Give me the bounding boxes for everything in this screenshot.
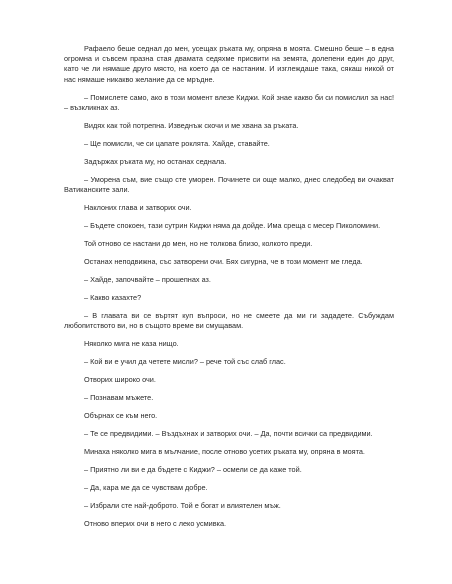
paragraph: – Те се предвидими. – Въздъхнах и затворих очи. – Да, почти всички са предвидими. (84, 429, 373, 439)
paragraph: – Бъдете спокоен, тази сутрин Киджи няма да дойде. Има среща с месер Пиколомини. (84, 221, 381, 231)
paragraph: Няколко мига не каза нищо. (84, 339, 179, 349)
paragraph: Рафаело беше седнал до мен, усещах ръката му, опряна в моята. Смешно беше – в една огромна и съвсем празна стая двамата седяхме присвити на земята, долепени един до друг, като че ли нямаше друго място, на което да се настаним. И изглеждаше така, сякаш никой от нас нямаше никакво желание да се мръдне. (64, 44, 394, 84)
paragraph: – Уморена съм, вие също сте уморен. Починете си още малко, днес следобед ви очакват Ватиканските зали. (64, 174, 394, 195)
paragraph: Отворих широко очи. (84, 375, 156, 385)
paragraph: Задържах ръката му, но останах седнала. (84, 156, 227, 166)
paragraph: – Ще помисли, че си цапате роклята. Хайде, ставайте. (84, 138, 270, 148)
document-page (64, 44, 394, 537)
paragraph: Наклоних глава и затворих очи. (84, 203, 192, 213)
paragraph: Видях как той потрепна. Изведнъж скочи и ме хвана за ръката. (84, 120, 299, 130)
paragraph: Минаха няколко мига в мълчание, после отново усетих ръката му, опряна в моята. (84, 447, 365, 457)
paragraph: – Да, кара ме да се чувствам добре. (84, 483, 208, 493)
paragraph: – Познавам мъжете. (84, 393, 154, 403)
paragraph: – Хайде, започвайте – прошепнах аз. (84, 275, 211, 285)
paragraph: – Приятно ли ви е да бъдете с Киджи? – осмели се да каже той. (84, 465, 302, 475)
paragraph: – Какво казахте? (84, 293, 142, 303)
paragraph: Обърнах се към него. (84, 411, 158, 421)
paragraph: – Избрали сте най-доброто. Той е богат и влиятелен мъж. (84, 501, 281, 511)
paragraph: Той отново се настани до мен, но не толкова близо, колкото преди. (84, 239, 313, 249)
paragraph: – Помислете само, ако в този момент влезе Киджи. Кой знае какво би си помислил за нас! – възкликнах аз. (64, 92, 394, 112)
paragraph: – Кой ви е учил да четете мисли? – рече той със слаб глас. (84, 357, 286, 367)
paragraph: – В главата ви се въртят куп въпроси, но не смеете да ми ги зададете. Събуждам любопитството ви, но в същото време ви смущавам. (64, 311, 394, 331)
paragraph: Отново вперих очи в него с леко усмивка. (84, 519, 227, 529)
paragraph: Останах неподвижна, със затворени очи. Бях сигурна, че в този момент ме гледа. (84, 257, 363, 267)
